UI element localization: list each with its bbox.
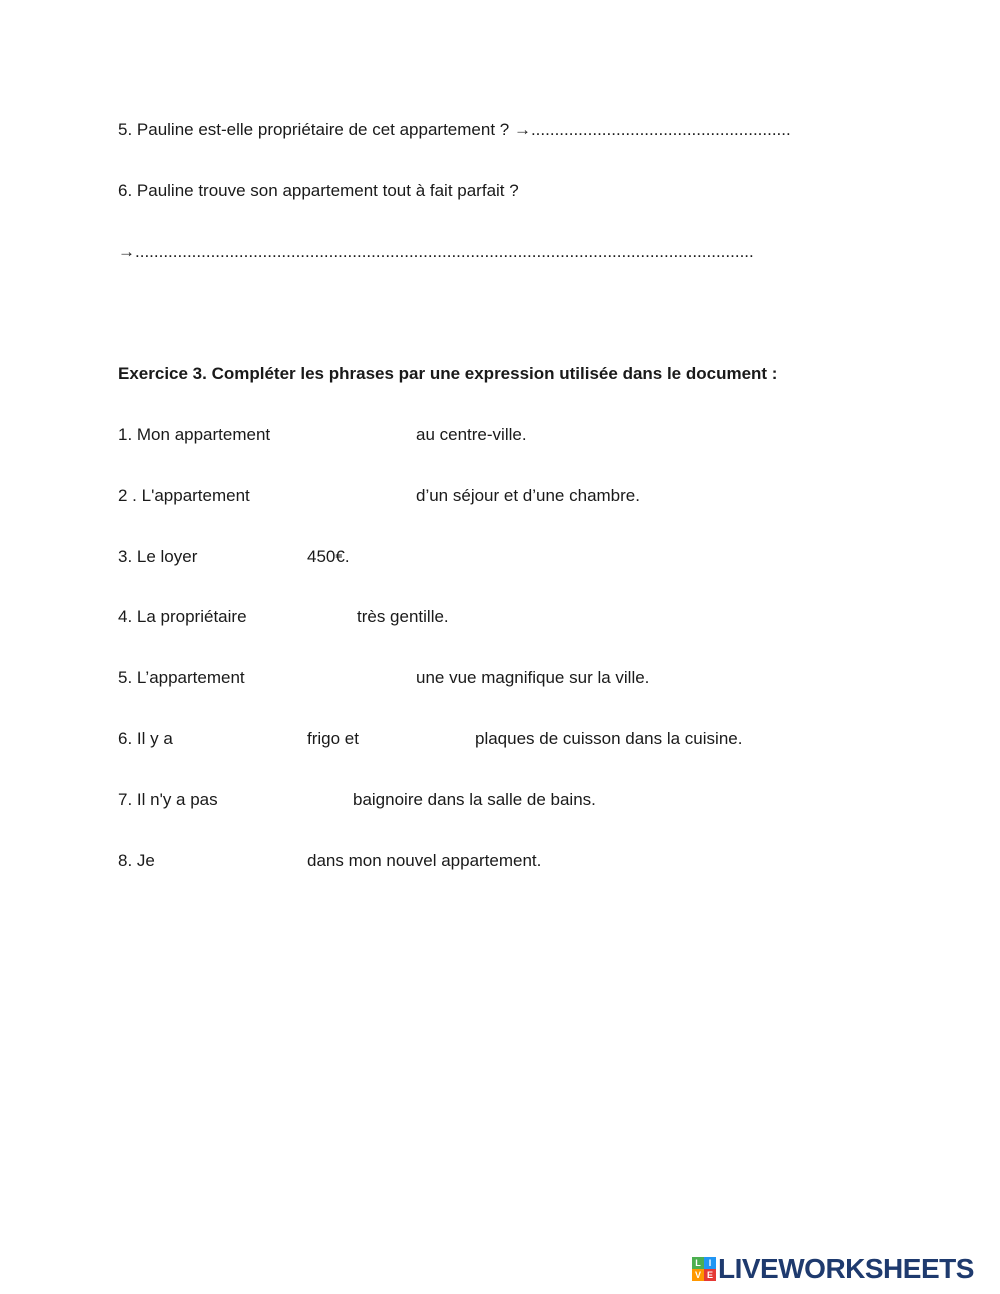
liveworksheets-logo: [692, 1254, 974, 1284]
exercise-item-6-middle: frigo et: [307, 729, 359, 748]
exercise-item-8-start: 8. Je: [118, 851, 155, 870]
exercise-item-4-end: très gentille.: [357, 607, 449, 626]
exercise-item-7-start: 7. Il n'y a pas: [118, 790, 218, 809]
logo-mark-l: L: [692, 1257, 704, 1269]
exercise-item-6-start: 6. Il y a: [118, 729, 173, 748]
exercise-item-5-start: 5. L’appartement: [118, 668, 245, 687]
exercise-item-2-start: 2 . L'appartement: [118, 486, 250, 505]
exercise-item-2-end: d’un séjour et d’une chambre.: [416, 486, 640, 505]
exercise-3-title: Exercice 3. Compléter les phrases par une expression utilisée dans le document :: [118, 364, 778, 383]
logo-mark-e: E: [704, 1269, 716, 1281]
exercise-item-7-end: baignoire dans la salle de bains.: [353, 790, 596, 809]
exercise-item-5-end: une vue magnifique sur la ville.: [416, 668, 650, 687]
exercise-item-3-start: 3. Le loyer: [118, 547, 198, 566]
logo-mark-v: V: [692, 1269, 704, 1281]
exercise-item-1-start: 1. Mon appartement: [118, 425, 271, 444]
liveworksheets-logo-icon: [692, 1257, 716, 1281]
exercise-item-8-end: dans mon nouvel appartement.: [307, 851, 542, 870]
question-6-answer-line: →...................................................................................................................................: [118, 242, 754, 261]
liveworksheets-logo-text: LIVEWORKSHEETS: [718, 1253, 974, 1284]
question-6: 6. Pauline trouve son appartement tout à fait parfait ?: [118, 181, 519, 200]
exercise-item-1-end: au centre-ville.: [416, 425, 527, 444]
exercise-item-3-end: 450€.: [307, 547, 350, 566]
exercise-item-6-end: plaques de cuisson dans la cuisine.: [475, 729, 743, 748]
logo-mark-i: I: [704, 1257, 716, 1269]
question-5: 5. Pauline est-elle propriétaire de cet appartement ? →.......................................................: [118, 120, 791, 139]
exercise-item-4-start: 4. La propriétaire: [118, 607, 247, 626]
